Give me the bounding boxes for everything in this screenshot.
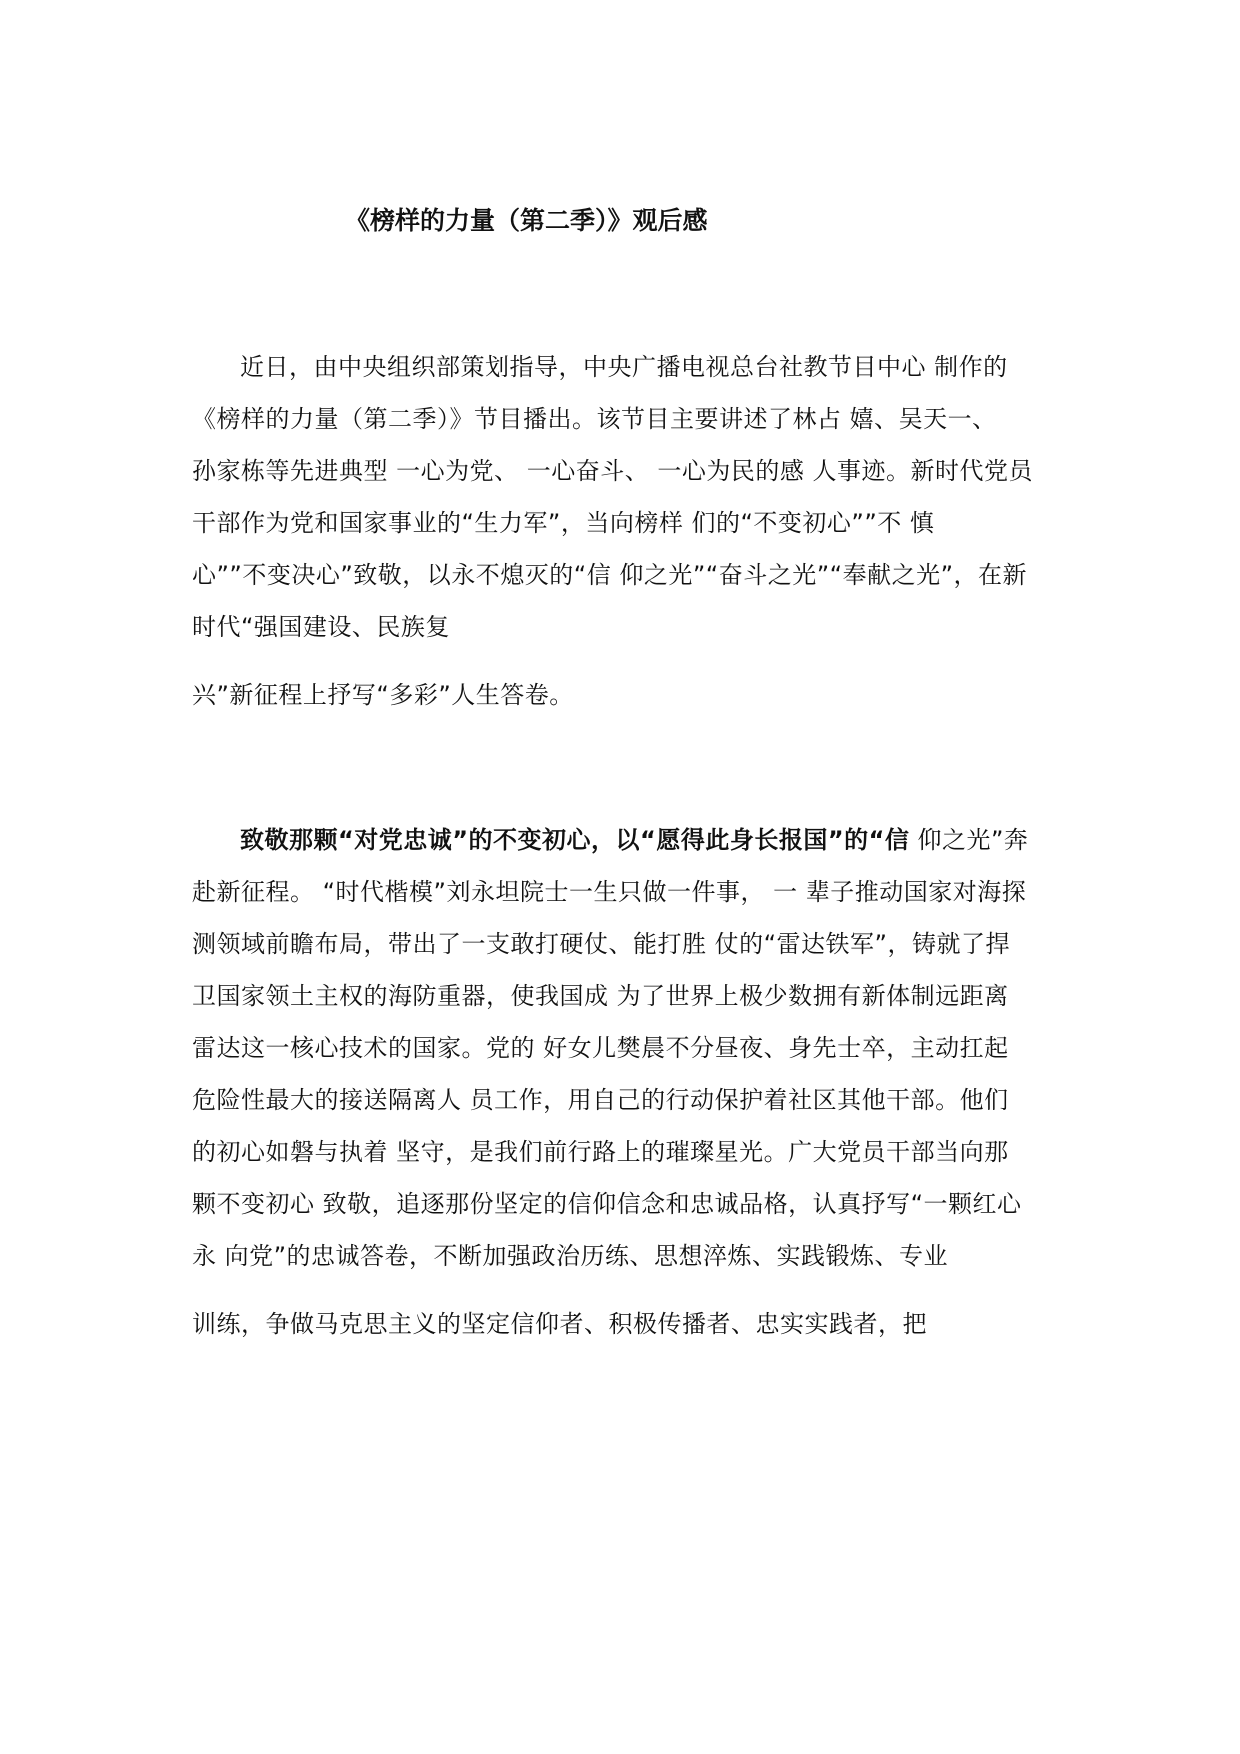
- text-line: 孙家栋等先进典型 一心为党、 一心奋斗、 一心为民的感 人事迹。新时代党员: [192, 457, 1034, 485]
- text-line: 《榜样的力量（第二季）》节目播出。该节目主要讲述了林占 嬉、吴天一、: [192, 405, 997, 433]
- text-line: 赴新征程。 “时代楷模”刘永坦院士一生只做一件事， 一 辈子推动国家对海探: [192, 878, 1027, 906]
- text-line: 测领域前瞻布局，带出了一支敢打硬仗、能打胜 仗的“雷达铁军”，铸就了捍: [192, 930, 1010, 958]
- text-line: 颗不变初心 致敬，追逐那份坚定的信仰信念和忠诚品格，认真抒写“一颗红心: [192, 1190, 1022, 1218]
- document-title: 《榜样的力量（第二季）》观后感: [345, 206, 708, 235]
- text-line: 时代“强国建设、民族复: [192, 613, 450, 641]
- paragraph-heading-line: [240, 823, 1028, 857]
- text-line: 危险性最大的接送隔离人 员工作，用自己的行动保护着社区其他干部。他们: [192, 1086, 1009, 1114]
- text-line: 近日，由中央组织部策划指导，中央广播电视总台社教节目中心 制作的: [240, 353, 1008, 381]
- text-line: 永 向党”的忠诚答卷，不断加强政治历练、思想淬炼、实践锻炼、专业: [192, 1242, 949, 1270]
- paragraph-heading: 致敬那颗“对党忠诚”的不变初心，以“愿得此身长报国”的“信: [240, 826, 910, 854]
- text-line: 训练，争做马克思主义的坚定信仰者、积极传播者、忠实实践者，把: [192, 1310, 927, 1338]
- text-line: 雷达这一核心技术的国家。党的 好女儿樊晨不分昼夜、身先士卒，主动扛起: [192, 1034, 1009, 1062]
- text-line: 心””不变决心”致敬，以永不熄灭的“信 仰之光”“奋斗之光”“奉献之光”，在新: [192, 561, 1028, 589]
- text-line: 兴”新征程上抒写“多彩”人生答卷。: [192, 681, 574, 709]
- text-line: 的初心如磐与执着 坚守，是我们前行路上的璀璨星光。广大党员干部当向那: [192, 1138, 1009, 1166]
- paragraph-heading-rest: 仰之光”奔: [909, 826, 1029, 854]
- text-line: 卫国家领土主权的海防重器，使我国成 为了世界上极少数拥有新体制远距离: [192, 982, 1009, 1010]
- text-line: 干部作为党和国家事业的“生力军”，当向榜样 们的“不变初心””不 慎: [192, 509, 935, 537]
